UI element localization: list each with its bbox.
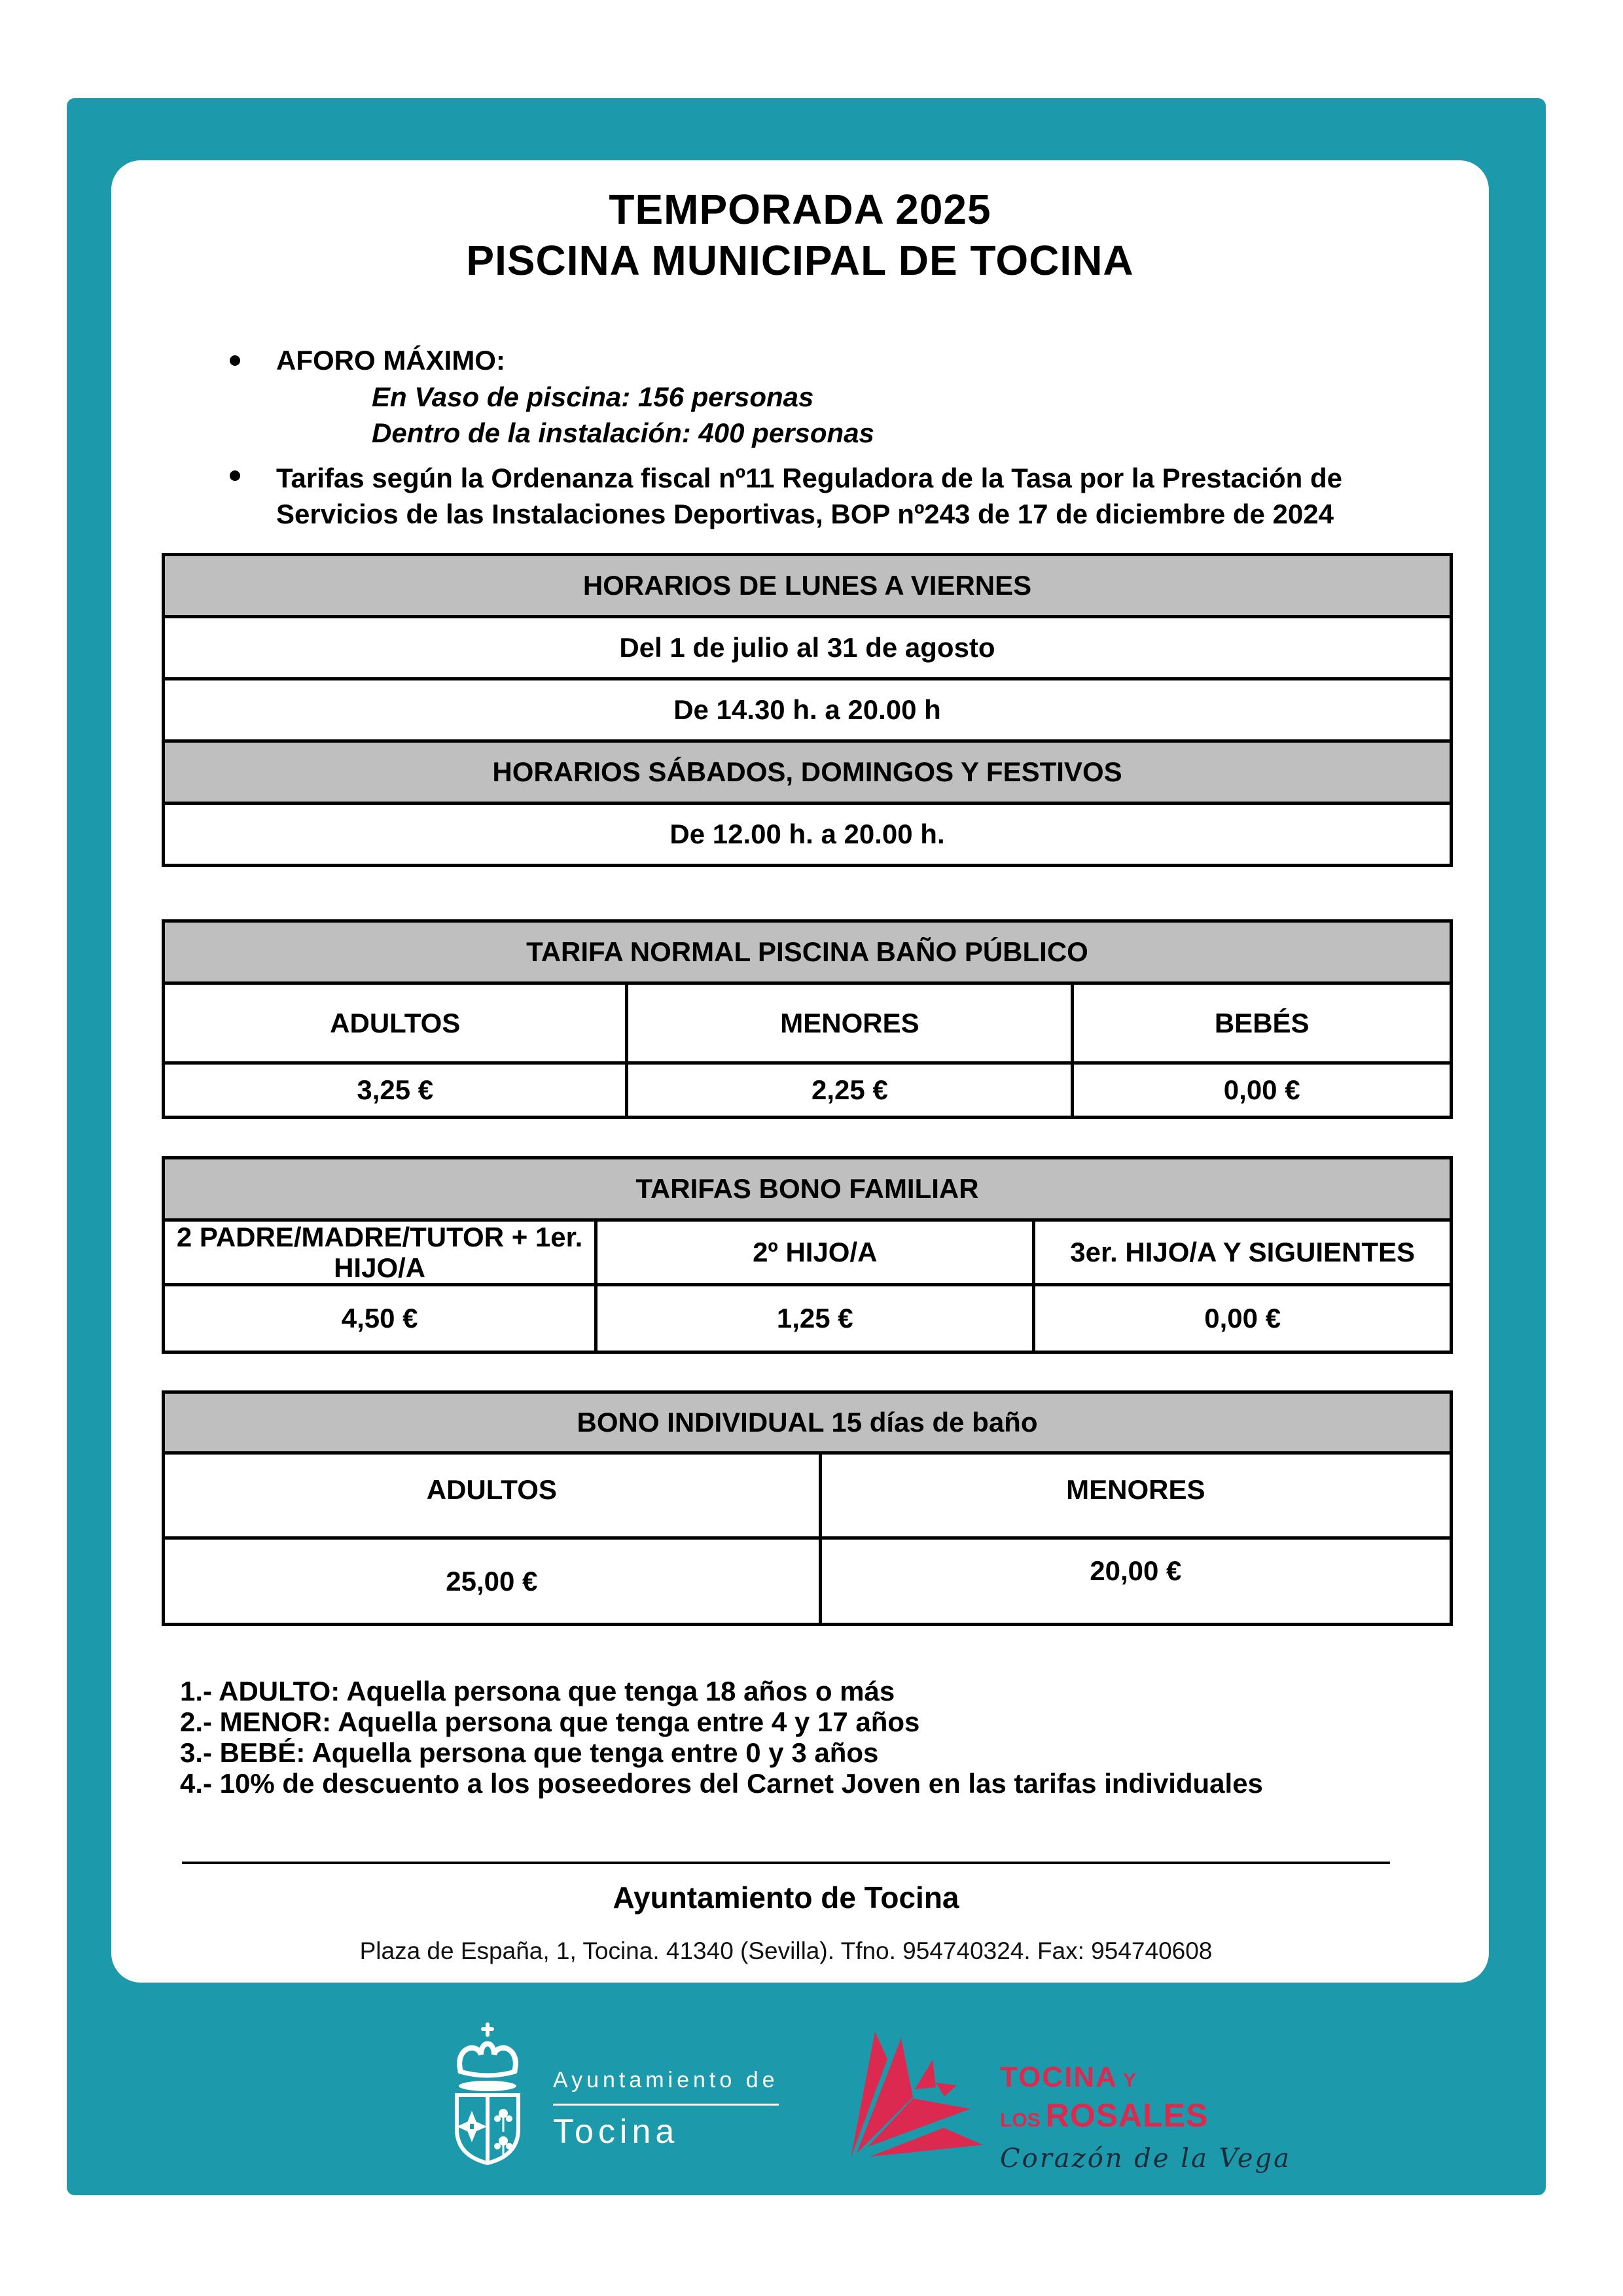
bullet-icon — [230, 470, 240, 481]
tarifa-normal-col-bebes: BEBÉS — [1073, 983, 1452, 1063]
ayuntamiento-wordmark-line1: Ayuntamiento de — [553, 2068, 779, 2106]
ayuntamiento-wordmark-line2: Tocina — [553, 2113, 679, 2151]
horarios-weekend-hours: De 12.00 h. a 20.00 h. — [164, 804, 1452, 866]
bono-familiar-col-3: 3er. HIJO/A Y SIGUIENTES — [1034, 1220, 1452, 1285]
note-descuento: 4.- 10% de descuento a los poseedores del Carnet Joven en las tarifas individuales — [180, 1768, 1263, 1799]
bono-individual-price-adultos: 25,00 € — [164, 1538, 821, 1625]
bono-familiar-price-1: 4,50 € — [164, 1285, 596, 1352]
note-menor: 2.- MENOR: Aquella persona que tenga entre 4 y 17 años — [180, 1706, 920, 1737]
tarifa-normal-col-adultos: ADULTOS — [164, 983, 627, 1063]
rosales-wordmark-line1 — [1000, 2061, 1291, 2094]
tocina-rosales-logo-icon — [847, 2025, 985, 2176]
bono-familiar-price-3: 0,00 € — [1034, 1285, 1452, 1352]
bono-individual-table — [162, 1390, 1453, 1626]
note-bebe: 3.- BEBÉ: Aquella persona que tenga entre 0 y 3 años — [180, 1737, 879, 1768]
tarifas-ordinance-note — [276, 460, 1342, 532]
aforo-facility-capacity: Dentro de la instalación: 400 personas — [372, 417, 874, 448]
content-panel — [111, 160, 1489, 1983]
horarios-date-range: Del 1 de julio al 31 de agosto — [164, 617, 1452, 679]
tarifa-normal-col-menores: MENORES — [627, 983, 1073, 1063]
bullet-icon — [230, 355, 240, 366]
tarifa-normal-price-adultos: 3,25 € — [164, 1063, 627, 1118]
footer-divider — [182, 1862, 1390, 1864]
tarifa-normal-table — [162, 919, 1453, 1119]
horarios-weekday-hours: De 14.30 h. a 20.00 h — [164, 679, 1452, 741]
aforo-heading: AFORO MÁXIMO: — [276, 345, 505, 376]
bono-individual-col-menores: MENORES — [820, 1453, 1451, 1538]
bono-individual-price-menores-value: 20,00 € — [1090, 1555, 1182, 1586]
bono-individual-price-menores — [820, 1538, 1451, 1625]
title-line-season: TEMPORADA 2025 — [609, 186, 991, 233]
ordinance-line-2: Servicios de las Instalaciones Deportivas, BOP nº243 de 17 de diciembre de 2024 — [276, 499, 1334, 529]
bono-familiar-title: TARIFAS BONO FAMILIAR — [164, 1158, 1452, 1220]
aforo-pool-capacity: En Vaso de piscina: 156 personas — [372, 381, 814, 412]
title-line-facility: PISCINA MUNICIPAL DE TOCINA — [466, 237, 1134, 284]
bono-familiar-price-2: 1,25 € — [596, 1285, 1034, 1352]
note-adulto: 1.- ADULTO: Aquella persona que tenga 18 años o más — [180, 1676, 895, 1706]
tarifa-normal-title: TARIFA NORMAL PISCINA BAÑO PÚBLICO — [164, 921, 1452, 983]
footer-address: Plaza de España, 1, Tocina. 41340 (Sevilla). Tfno. 954740324. Fax: 954740608 — [359, 1937, 1213, 1964]
horarios-table — [162, 553, 1453, 867]
rosales-tagline: Corazón de la Vega — [1000, 2144, 1291, 2174]
bono-familiar-col-1: 2 PADRE/MADRE/TUTOR + 1er. HIJO/A — [164, 1220, 596, 1285]
bono-individual-col-adultos: ADULTOS — [164, 1453, 821, 1538]
tocina-rosales-wordmark — [1000, 2061, 1291, 2174]
rosales-word-y: Y — [1122, 2070, 1136, 2091]
ayuntamiento-crest-icon — [445, 2022, 531, 2167]
rosales-word-los: LOS — [1000, 2110, 1041, 2131]
horarios-weekday-header: HORARIOS DE LUNES A VIERNES — [164, 555, 1452, 617]
footer-organization: Ayuntamiento de Tocina — [613, 1881, 959, 1915]
horarios-weekend-header: HORARIOS SÁBADOS, DOMINGOS Y FESTIVOS — [164, 741, 1452, 804]
ordinance-line-1: Tarifas según la Ordenanza fiscal nº11 Reguladora de la Tasa por la Prestación de — [276, 463, 1343, 493]
ayuntamiento-wordmark — [553, 2068, 779, 2151]
rosales-wordmark-line2 — [1000, 2096, 1291, 2134]
bono-familiar-col-2: 2º HIJO/A — [596, 1220, 1034, 1285]
bono-individual-title: BONO INDIVIDUAL 15 días de baño — [164, 1392, 1452, 1453]
rosales-word-rosales: ROSALES — [1045, 2097, 1209, 2134]
rosales-word-tocina: TOCINA — [1000, 2061, 1118, 2093]
page-title — [111, 184, 1489, 286]
tarifa-normal-price-bebes: 0,00 € — [1073, 1063, 1452, 1118]
teal-frame — [67, 98, 1546, 2195]
bono-familiar-table — [162, 1156, 1453, 1354]
tarifa-normal-price-menores: 2,25 € — [627, 1063, 1073, 1118]
